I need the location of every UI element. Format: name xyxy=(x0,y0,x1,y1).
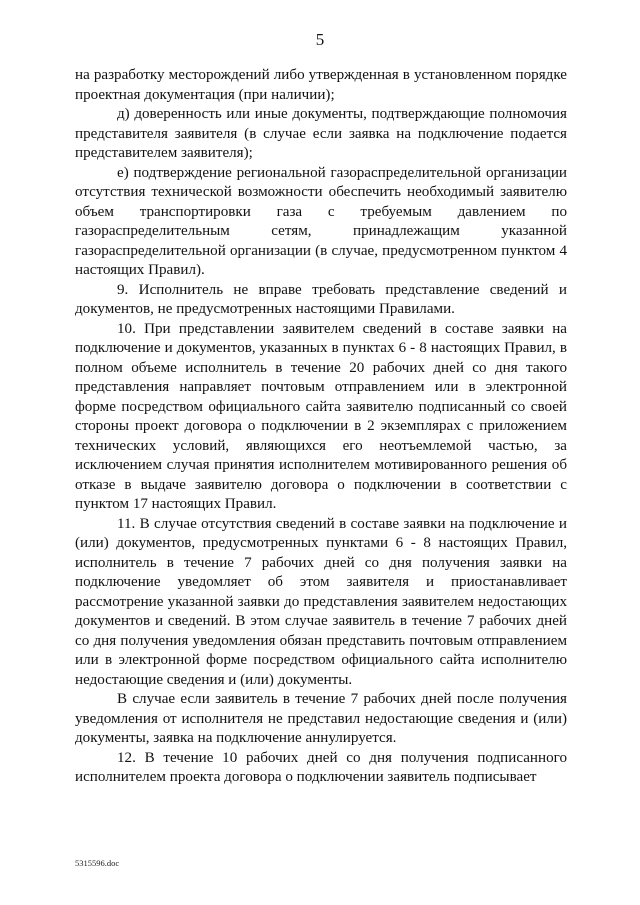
paragraph: 10. При представлении заявителем сведений в составе заявки на подключение и документов, указанных в пунктах 6 - 8 настоящих Правил, в полном объеме исполнитель в течение 20 рабочих дней со дня такого представления направляет почтовым отправлением или в электронной форме посредством официального сайта заявителю подписанный со своей стороны проект договора о подключении в 2 экземплярах с приложением технических условий, являющихся его неотъемлемой частью, за исключением случая принятия исполнителем мотивированного решения об отказе в выдаче заявителю договора о подключении в соответствии с пунктом 17 настоящих Правил. xyxy=(75,320,567,512)
paragraph: 11. В случае отсутствия сведений в составе заявки на подключение и (или) документов, предусмотренных пунктами 6 - 8 настоящих Правил, исполнитель в течение 7 рабочих дней со дня получения заявки на подключение уведомляет об этом заявителя и приостанавливает рассмотрение указанной заявки до представления заявителем недостающих документов и сведений. В этом случае заявитель в течение 7 рабочих дней со дня получения уведомления обязан представить почтовым отправлением или в электронной форме посредством официального сайта исполнителю недостающие сведения и (или) документы. xyxy=(75,515,567,688)
paragraph: е) подтверждение региональной газораспределительной организации отсутствия технической возможности обеспечить необходимый заявителю объем транспортировки газа с требуемым давлением по газораспределительным сетям, принадлежащим указанной газораспределительной организации (в случае, предусмотренном пунктом 4 настоящих Правил). xyxy=(75,164,567,278)
paragraph: В случае если заявитель в течение 7 рабочих дней после получения уведомления от исполнителя не представил недостающие сведения и (или) документы, заявка на подключение аннулируется. xyxy=(75,691,567,746)
paragraph: 9. Исполнитель не вправе требовать представление сведений и документов, не предусмотренных настоящими Правилами. xyxy=(75,281,567,317)
paragraph: на разработку месторождений либо утвержденная в установленном порядке проектная документация (при наличии); xyxy=(75,67,567,103)
paragraph: 12. В течение 10 рабочих дней со дня получения подписанного исполнителем проекта договора о подключении заявитель подписывает xyxy=(75,749,567,785)
page-number: 5 xyxy=(315,30,325,49)
paragraph: д) доверенность или иные документы, подтверждающие полномочия представителя заявителя (в случае если заявка на подключение подается представителем заявителя); xyxy=(75,106,567,161)
body-text xyxy=(75,66,567,788)
footer-file-code: 5315596.doc xyxy=(75,858,120,868)
